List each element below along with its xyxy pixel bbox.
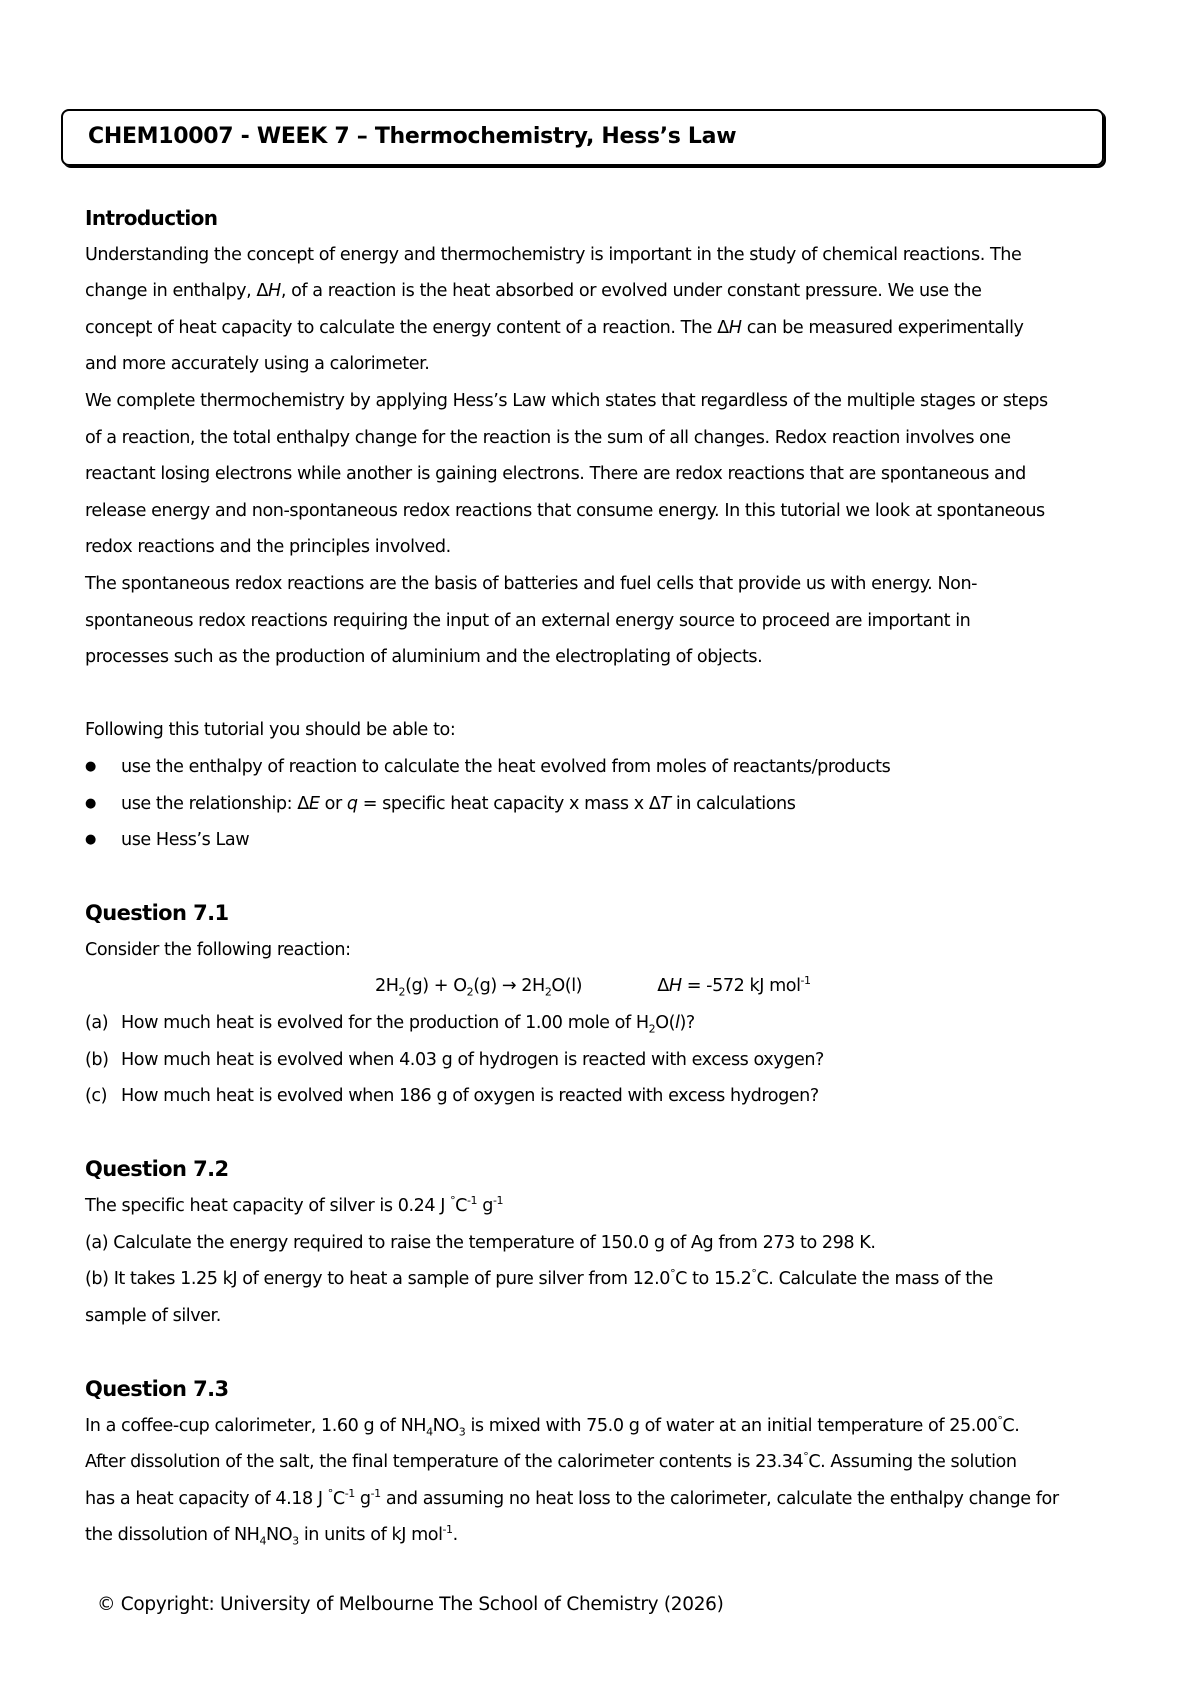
question-7-2-heading: Question 7.2 xyxy=(85,1157,229,1182)
q2-line-4: sample of silver. xyxy=(85,1305,221,1326)
q1-part-a: (a) How much heat is evolved for the production of 1.00 mole of $H_2O(l)$? xyxy=(85,1013,695,1036)
q2-line-1: The specific heat capacity of silver is 0.24 J $^\circ C^{-1}$ $g^{-1}$ xyxy=(85,1194,504,1217)
q1-part-c: (c) How much heat is evolved when 186 g of oxygen is reacted with excess hydrogen? xyxy=(85,1086,819,1107)
q1-part-b: (b) How much heat is evolved when 4.03 g of hydrogen is reacted with excess oxygen? xyxy=(85,1049,824,1070)
enthalpy-value: ΔH = -572 kJ mol$^{-1}$ xyxy=(657,974,811,997)
q3-line-1: In a coffee-cup calorimeter, 1.60 g of $NH_4NO_3$ is mixed with 75.0 g of water at an initial temperature of 25.00°C. xyxy=(85,1413,1020,1439)
intro-line-5: We complete thermochemistry by applying Hess’s Law which states that regardless of the multiple stages or steps xyxy=(85,390,1048,411)
q2-line-2: (a) Calculate the energy required to raise the temperature of 150.0 g of Ag from 273 to 298 K. xyxy=(85,1232,876,1253)
objective-2: ● use the relationship: ΔE or q = specific heat capacity x mass x ΔT in calculations xyxy=(85,786,1125,823)
intro-line-4: and more accurately using a calorimeter. xyxy=(85,354,430,375)
title-box xyxy=(61,109,1104,166)
intro-line-12: processes such as the production of aluminium and the electroplating of objects. xyxy=(85,647,763,668)
spacer xyxy=(85,676,1125,713)
document-body xyxy=(85,200,1125,1554)
bullet-icon: ● xyxy=(85,795,96,811)
copyright-footer: © Copyright: University of Melbourne The School of Chemistry (2026) xyxy=(97,1594,724,1615)
intro-line-11: spontaneous redox reactions requiring the input of an external energy source to proceed are important in xyxy=(85,610,971,631)
objectives-intro: Following this tutorial you should be able to: xyxy=(85,720,456,741)
intro-line-8: release energy and non-spontaneous redox reactions that consume energy. In this tutorial we look at spontaneous xyxy=(85,500,1045,521)
bullet-icon: ● xyxy=(85,758,96,774)
spacer xyxy=(85,1334,1125,1371)
page-title: CHEM10007 - WEEK 7 – Thermochemistry, Hess’s Law xyxy=(88,124,737,149)
bullet-icon: ● xyxy=(85,832,96,848)
reaction-equation: $2H_2(g) + O_2(g) \to 2H_2O(l) \Delta H = -572$ kJ mol$^{-1}$ xyxy=(85,968,1125,1005)
q1-prompt: Consider the following reaction: xyxy=(85,939,351,960)
q3-line-2: After dissolution of the salt, the final temperature of the calorimeter contents is 23.34°C. Assuming the solution xyxy=(85,1450,1017,1473)
question-7-3-heading: Question 7.3 xyxy=(85,1377,229,1401)
intro-line-6: of a reaction, the total enthalpy change for the reaction is the sum of all changes. Redox reaction involves one xyxy=(85,427,1011,448)
objective-3: ● use Hess’s Law xyxy=(85,822,1125,859)
intro-line-9: redox reactions and the principles involved. xyxy=(85,537,451,558)
q3-line-4: the dissolution of $NH_4NO_3$ in units of kJ mol$^{-1}$. xyxy=(85,1523,458,1548)
intro-line-7: reactant losing electrons while another is gaining electrons. There are redox reactions that are spontaneous and xyxy=(85,464,1026,485)
intro-line-2: change in enthalpy, ΔH, of a reaction is the heat absorbed or evolved under constant pressure. We use the xyxy=(85,281,982,302)
spacer xyxy=(85,859,1125,896)
introduction-heading: Introduction xyxy=(85,206,218,230)
intro-line-1: Understanding the concept of energy and thermochemistry is important in the study of chemical reactions. The xyxy=(85,244,1022,265)
objective-1: ● use the enthalpy of reaction to calculate the heat evolved from moles of reactants/products xyxy=(85,749,1125,786)
intro-line-3: concept of heat capacity to calculate the energy content of a reaction. The ΔH can be measured experimentally xyxy=(85,317,1024,338)
intro-line-10: The spontaneous redox reactions are the basis of batteries and fuel cells that provide us with energy. Non- xyxy=(85,573,978,594)
question-7-1-heading: Question 7.1 xyxy=(85,901,229,926)
q3-line-3: has a heat capacity of 4.18 J $^\circ C^{-1}$ $g^{-1}$ and assuming no heat loss to the calorimeter, calculate the enthalpy change for xyxy=(85,1486,1059,1509)
q2-line-3: (b) It takes 1.25 kJ of energy to heat a sample of pure silver from 12.0°C to 15.2°C. Calculate the mass of the xyxy=(85,1267,993,1290)
spacer xyxy=(85,1115,1125,1152)
